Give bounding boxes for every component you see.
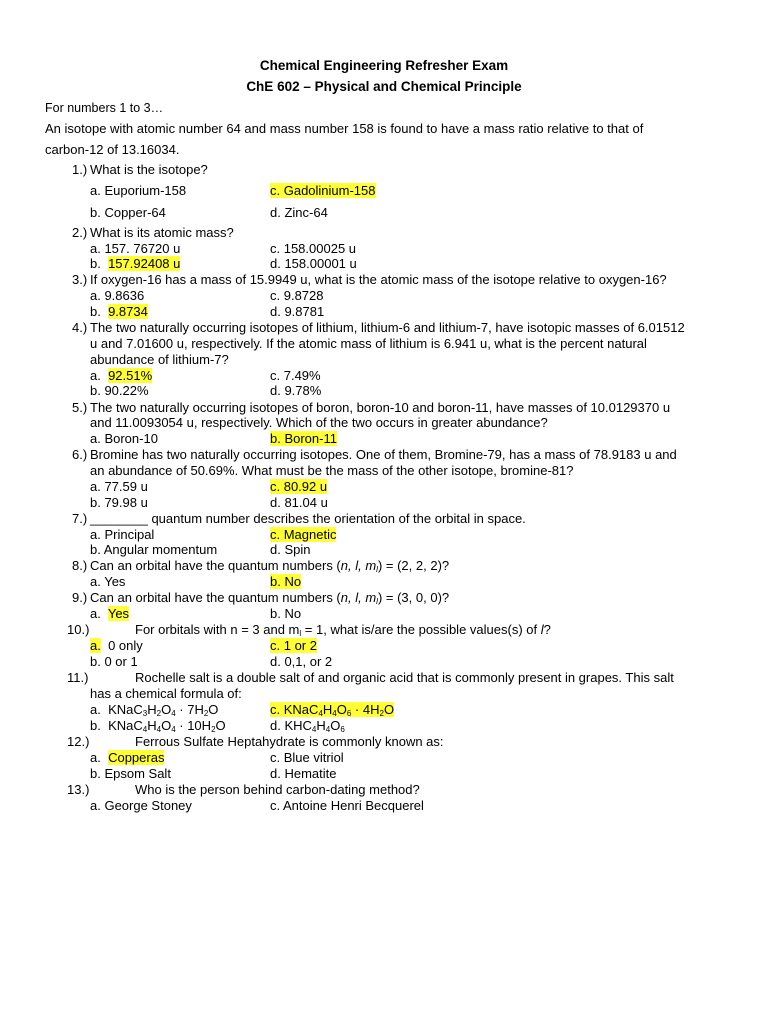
q3-option-c: c. 9.8728	[270, 288, 324, 303]
q11-line-2: has a chemical formula of:	[90, 686, 242, 701]
q11-c-o2: O	[383, 702, 395, 717]
q4-option-a-letter: a.	[90, 368, 101, 383]
q11-b-n10: 10	[187, 718, 202, 733]
q2-option-b-answer: 157.92408 u	[108, 256, 181, 271]
q11-d-s4: 4	[311, 725, 317, 734]
q11-a-o2: O	[208, 702, 219, 717]
q11-d-o: O	[330, 718, 341, 733]
q9-text-post: ) = (3, 0, 0)?	[377, 590, 450, 605]
q4-option-a-answer: 92.51%	[108, 368, 153, 383]
q11-c-h2: H	[370, 702, 380, 717]
q10-option-a-letter: a.	[90, 638, 101, 653]
q11-c-s4b: 4	[332, 709, 337, 718]
q11-b-s4b: 4	[156, 725, 162, 734]
q6-option-a: a. 77.59 u	[90, 479, 148, 494]
q11-c-h: H	[322, 702, 333, 717]
q1-option-b: b. Copper-64	[90, 205, 166, 220]
intro-line-1: An isotope with atomic number 64 and mass number 158 is found to have a mass ratio relative to that of	[45, 121, 644, 136]
q3-option-d: d. 9.8781	[270, 304, 325, 319]
q2-option-a: a. 157. 76720 u	[90, 241, 181, 256]
q11-c-s4: 4	[318, 709, 323, 718]
q6-option-b: b. 79.98 u	[90, 495, 148, 510]
q6-option-d: d. 81.04 u	[270, 495, 328, 510]
q11-c-s6: 6	[346, 709, 352, 718]
q9-option-a-answer: Yes	[107, 606, 130, 621]
q1-number: 1.)	[72, 162, 88, 177]
q12-option-b: b. Epsom Salt	[90, 766, 171, 781]
q10-option-a: 0 only	[108, 638, 143, 653]
q9-option-b: b. No	[270, 606, 302, 621]
q11-c-dot: ·	[351, 702, 363, 717]
q6-number: 6.)	[72, 447, 88, 462]
q2-option-b-letter: b.	[90, 256, 101, 271]
q8-option-a: a. Yes	[90, 574, 126, 589]
q11-b-h2: H	[201, 718, 212, 733]
q4-number: 4.)	[72, 320, 88, 335]
q11-line-1: Rochelle salt is a double salt of and organic acid that is commonly present in grapes. This salt	[135, 670, 674, 685]
q11-c-o: O	[336, 702, 347, 717]
q7-option-d: d. Spin	[270, 542, 311, 557]
q11-a-s2: 2	[156, 709, 162, 718]
q8-text-post: ) = (2, 2, 2)?	[377, 558, 450, 573]
q13-option-c: c. Antoine Henri Becquerel	[270, 798, 424, 813]
q7-number: 7.)	[72, 511, 88, 526]
q4-line-1: The two naturally occurring isotopes of lithium, lithium-6 and lithium-7, have isotopic masses of 6.01512	[90, 320, 685, 335]
q1-option-d: d. Zinc-64	[270, 205, 328, 220]
q11-c-letter: c.	[270, 702, 281, 717]
q2-option-d: d. 158.00001 u	[270, 256, 357, 271]
q12-option-a-answer: Copperas	[108, 750, 165, 765]
q8-sub: l	[376, 565, 378, 574]
q11-b-o: O	[161, 718, 172, 733]
q11-c-n4: 4	[362, 702, 371, 717]
q12-option-d: d. Hematite	[270, 766, 337, 781]
q9-sub: l	[376, 597, 378, 606]
intro-line-2: carbon-12 of 13.16034.	[45, 142, 180, 157]
q9-text	[90, 590, 449, 606]
q13-option-a: a. George Stoney	[90, 798, 192, 813]
q10-text-pre: For orbitals with n = 3 and m	[135, 622, 300, 637]
q3-option-a: a. 9.8636	[90, 288, 145, 303]
q4-option-d: d. 9.78%	[270, 383, 322, 398]
q10-text-mid: = 1, what is/are the possible values(s) of	[301, 622, 541, 637]
q1-option-c-answer: c. Gadolinium-158	[270, 183, 376, 198]
q11-d-letter: d.	[270, 718, 281, 733]
q11-option-a	[90, 702, 218, 718]
q8-number: 8.)	[72, 558, 88, 573]
q7-option-a: a. Principal	[90, 527, 155, 542]
q11-d-formula: KHC	[284, 718, 312, 733]
q11-a-s4: 4	[171, 709, 176, 718]
q12-option-a-letter: a.	[90, 750, 101, 765]
q4-line-2: u and 7.01600 u, respectively. If the atomic mass of lithium is 6.941 u, what is the percent natural	[90, 336, 647, 351]
q9-option-a-letter: a.	[90, 606, 101, 621]
q10-option-d: d. 0,1, or 2	[270, 654, 333, 669]
q10-text-post: ?	[543, 622, 551, 637]
q3-option-b-letter: b.	[90, 304, 101, 319]
q10-option-c-answer: c. 1 or 2	[270, 638, 317, 653]
q4-option-c: c. 7.49%	[270, 368, 321, 383]
q11-number: 11.)	[67, 670, 89, 685]
q11-d-s4b: 4	[325, 725, 331, 734]
exam-subtitle: ChE 602 – Physical and Chemical Principle	[246, 79, 522, 94]
q12-number: 12.)	[67, 734, 90, 749]
q10-text	[135, 622, 551, 638]
q11-a-dot: ·	[175, 702, 188, 717]
q11-a-s3: 3	[142, 709, 148, 718]
q3-option-b-answer: 9.8734	[108, 304, 148, 319]
q2-option-c: c. 158.00025 u	[270, 241, 357, 256]
q6-option-c-answer: c. 80.92 u	[270, 479, 328, 494]
q4-option-b: b. 90.22%	[90, 383, 149, 398]
q8-option-b-answer: b. No	[270, 574, 302, 589]
q3-number: 3.)	[72, 272, 88, 287]
q2-text: What is its atomic mass?	[90, 225, 234, 240]
q7-option-b: b. Angular momentum	[90, 542, 218, 557]
q11-a-n7: 7	[187, 702, 195, 717]
q11-b-dot: ·	[175, 718, 188, 733]
q11-a-k: KNaC	[108, 702, 143, 717]
q13-number: 13.)	[67, 782, 90, 797]
q10-option-b: b. 0 or 1	[90, 654, 138, 669]
q12-text: Ferrous Sulfate Heptahydrate is commonly known as:	[135, 734, 444, 749]
q9-text-pre: Can an orbital have the quantum numbers (	[90, 590, 341, 605]
q5-option-a: a. Boron-10	[90, 431, 158, 446]
q1-text: What is the isotope?	[90, 162, 208, 177]
q8-vars: n, l, m	[340, 558, 377, 573]
q10-var: l	[540, 622, 544, 637]
q8-text-pre: Can an orbital have the quantum numbers (	[90, 558, 341, 573]
q4-line-3: abundance of lithium-7?	[90, 352, 229, 367]
q11-a-h2: H	[194, 702, 204, 717]
exam-title: Chemical Engineering Refresher Exam	[259, 58, 509, 73]
q10-sub: l	[299, 629, 302, 638]
q11-a-s2b: 2	[203, 709, 209, 718]
q9-number: 9.)	[72, 590, 88, 605]
q5-line-1: The two naturally occurring isotopes of boron, boron-10 and boron-11, have masses of 10.0129370 u	[90, 400, 671, 415]
q11-a-letter: a.	[90, 702, 101, 717]
q10-number: 10.)	[67, 622, 90, 637]
q11-option-d	[270, 718, 345, 734]
q11-option-b	[90, 718, 226, 734]
q11-a-h: H	[147, 702, 157, 717]
q5-option-b-answer: b. Boron-11	[270, 431, 337, 446]
q7-option-c-answer: c. Magnetic	[270, 527, 337, 542]
q11-d-h: H	[316, 718, 326, 733]
q11-c-k: KNaC	[283, 702, 319, 717]
q5-number: 5.)	[72, 400, 88, 415]
intro-label: For numbers 1 to 3…	[45, 101, 164, 115]
q11-c-s2: 2	[379, 709, 384, 718]
q5-line-2: and 11.0093054 u, respectively. Which of the two occurs in greater abundance?	[90, 415, 548, 430]
q13-text: Who is the person behind carbon-dating method?	[135, 782, 420, 797]
q6-line-1: Bromine has two naturally occurring isotopes. One of them, Bromine-79, has a mass of 78.9183 u and	[90, 447, 677, 462]
q2-number: 2.)	[72, 225, 88, 240]
q9-vars: n, l, m	[340, 590, 377, 605]
q11-b-s2: 2	[211, 725, 216, 734]
q3-text: If oxygen-16 has a mass of 15.9949 u, what is the atomic mass of the isotope relative to oxygen-16?	[90, 272, 667, 287]
q12-option-c: c. Blue vitriol	[270, 750, 344, 765]
q11-b-o2: O	[215, 718, 226, 733]
q11-a-o: O	[161, 702, 172, 717]
q6-line-2: an abundance of 50.69%. What must be the mass of the other isotope, bromine-81?	[90, 463, 574, 478]
q1-option-a: a. Euporium-158	[90, 183, 187, 198]
q11-d-s6: 6	[340, 725, 345, 734]
q8-text	[90, 558, 449, 574]
q11-b-s4: 4	[142, 725, 148, 734]
q11-b-h: H	[147, 718, 157, 733]
q11-b-s4c: 4	[171, 725, 176, 734]
q11-option-c-answer	[270, 702, 394, 717]
q7-text: ________ quantum number describes the orientation of the orbital in space.	[90, 511, 526, 526]
q11-b-letter: b.	[90, 718, 101, 733]
q11-b-k: KNaC	[108, 718, 143, 733]
